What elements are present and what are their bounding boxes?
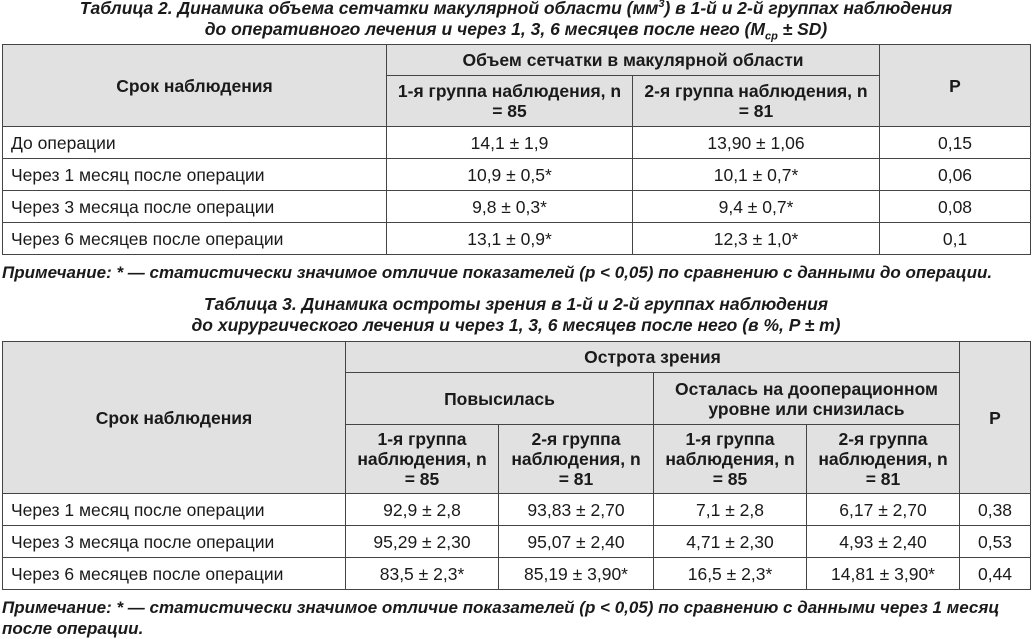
cell-p: 0,53 (960, 526, 1031, 558)
table-row (3, 127, 1031, 159)
cell-group2: 9,4 ± 0,7* (633, 191, 880, 223)
cell-p: 0,38 (960, 494, 1031, 526)
cell-same-group2: 14,81 ± 3,90* (807, 558, 960, 590)
cell-p: 0,15 (880, 127, 1031, 159)
table3-header-same-group1: 1-я группа наблюдения, n = 85 (654, 425, 807, 494)
table3-header-term: Срок наблюдения (3, 342, 346, 494)
table2-note: Примечание: * — статистически значимое отличие показателей (p < 0,05) по сравнению с данными до операции. (2, 263, 993, 282)
table3-caption-line1: Таблица 3. Динамика остроты зрения в 1-й и 2-й группах наблюдения (203, 294, 829, 314)
cell-p: 0,06 (880, 159, 1031, 191)
table2-caption-line1: Таблица 2. Динамика объема сетчатки макулярной области $(мм^3)$ в 1-й и 2-й группах наблюдения (79, 0, 953, 18)
table2-caption (0, 0, 1032, 43)
table2 (2, 44, 1031, 255)
table3-header-same-or-decreased: Осталась на дооперационном уровне или снизилась (654, 373, 960, 425)
table2-header-group1: 1-я группа наблюдения, n = 85 (387, 76, 633, 127)
cell-same-group1: 16,5 ± 2,3* (654, 558, 807, 590)
cell-same-group2: 6,17 ± 2,70 (807, 494, 960, 526)
table2-header-term: Срок наблюдения (3, 45, 387, 127)
cell-group2: 13,90 ± 1,06 (633, 127, 880, 159)
row-label: Через 1 месяц после операции (3, 494, 346, 526)
table2-header-p: P (880, 45, 1031, 127)
cell-group2: 10,1 ± 0,7* (633, 159, 880, 191)
table3-header-same-group2: 2-я группа наблюдения, n = 81 (807, 425, 960, 494)
cell-p: 0,08 (880, 191, 1031, 223)
table3-header-increased: Повысилась (346, 373, 654, 425)
row-label: До операции (3, 127, 387, 159)
cell-p: 0,1 (880, 223, 1031, 255)
table2-header-volume: Объем сетчатки в макулярной области (387, 45, 880, 76)
cell-inc-group1: 83,5 ± 2,3* (346, 558, 499, 590)
cell-group1: 10,9 ± 0,5* (387, 159, 633, 191)
table3-caption (0, 294, 1032, 336)
row-label: Через 3 месяца после операции (3, 526, 346, 558)
table-row (3, 159, 1031, 191)
table-row (3, 494, 1031, 526)
cell-same-group2: 4,93 ± 2,40 (807, 526, 960, 558)
table3-header-inc-group1: 1-я группа наблюдения, n = 85 (346, 425, 499, 494)
table3 (2, 341, 1031, 590)
table-row (3, 558, 1031, 590)
table2-header-group2: 2-я группа наблюдения, n = 81 (633, 76, 880, 127)
cell-p: 0,44 (960, 558, 1031, 590)
cell-same-group1: 7,1 ± 2,8 (654, 494, 807, 526)
table3-header-p: P (960, 342, 1031, 494)
row-label: Через 3 месяца после операции (3, 191, 387, 223)
cell-group2: 12,3 ± 1,0* (633, 223, 880, 255)
cell-same-group1: 4,71 ± 2,30 (654, 526, 807, 558)
cell-group1: 9,8 ± 0,3* (387, 191, 633, 223)
row-label: Через 6 месяцев после операции (3, 223, 387, 255)
cell-group1: 14,1 ± 1,9 (387, 127, 633, 159)
table3-caption-line2: до хирургического лечения и через 1, 3, 6 месяцев после него (в %, P ± m) (191, 315, 841, 335)
table-row (3, 223, 1031, 255)
cell-inc-group1: 95,29 ± 2,30 (346, 526, 499, 558)
cell-inc-group2: 93,83 ± 2,70 (499, 494, 654, 526)
table3-header-acuity: Острота зрения (346, 342, 960, 373)
table-row (3, 191, 1031, 223)
table2-caption-line2: до оперативного лечения и через 1, 3, 6 месяцев после него $(M_{ср} \pm SD)$ (204, 19, 828, 43)
cell-group1: 13,1 ± 0,9* (387, 223, 633, 255)
cell-inc-group1: 92,9 ± 2,8 (346, 494, 499, 526)
table-row (3, 526, 1031, 558)
cell-inc-group2: 95,07 ± 2,40 (499, 526, 654, 558)
row-label: Через 1 месяц после операции (3, 159, 387, 191)
cell-inc-group2: 85,19 ± 3,90* (499, 558, 654, 590)
table3-header-inc-group2: 2-я группа наблюдения, n = 81 (499, 425, 654, 494)
row-label: Через 6 месяцев после операции (3, 558, 346, 590)
table3-note: Примечание: * — статистически значимое отличие показателей (p < 0,05) по сравнению с данными через 1 месяц после операции. (2, 598, 1000, 638)
